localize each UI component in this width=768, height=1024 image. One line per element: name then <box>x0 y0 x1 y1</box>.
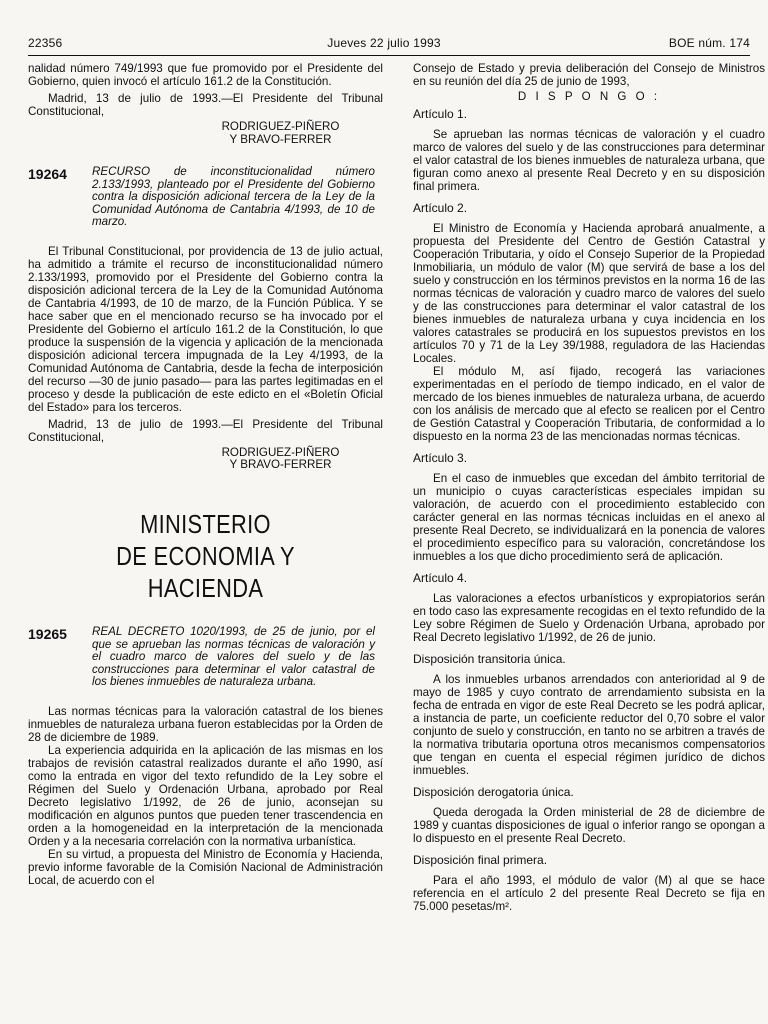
article-heading: Artículo 2. <box>413 201 468 215</box>
entry-19264 <box>28 166 383 229</box>
header-rule <box>28 55 750 56</box>
entry-number: 19265 <box>28 625 67 642</box>
body-paragraph: Las valoraciones a efectos urbanísticos y expropiatorios serán en todo caso las expresamente recogidas en el texto refundido de la Ley sobre Régimen de Suelo y Ordenación Urbana, aprobado por Real Decreto legislativo 1/1992, de 26 de junio. <box>413 592 765 644</box>
entry-title: REAL DECRETO 1020/1993, de 25 de junio, por el que se aprueban las normas técnicas de valoración y el cuadro marco de valores del suelo y de las construcciones para determinar el valor catastral de los bienes inmuebles de naturaleza urbana. <box>92 624 375 689</box>
ministry-heading-line: MINISTERIO <box>140 508 271 539</box>
section-heading: Disposición final primera. <box>413 853 548 867</box>
dateline: Madrid, 13 de julio de 1993.—El Presidente del Tribunal Constitucional, <box>28 92 383 118</box>
issue-date: Jueves 22 julio 1993 <box>327 36 441 50</box>
page-number: 22356 <box>28 36 63 50</box>
left-column <box>28 62 383 887</box>
article-heading: Artículo 1. <box>413 107 468 121</box>
section-heading: Disposición transitoria única. <box>413 652 566 666</box>
body-paragraph: El Tribunal Constitucional, por providencia de 13 de julio actual, ha admitido a trámite el recurso de inconstitucionalidad número 2.133/1993, promovido por el Presidente del Gobierno contra la disposición adicional tercera de la Ley de la Comunidad Autónoma de Cantabria 4/1993, de 10 de marzo, de la Función Pública. Y se hace saber que en el mencionado recurso se ha invocado por el Presidente del Gobierno el artículo 161.2 de la Constitución, lo que produce la suspensión de la vigencia y aplicación de la mencionada disposición adicional tercera impugnada de la Ley 4/1993, de la Comunidad Autónoma de Cantabria, desde la fecha de interposición del recurso —30 de junio pasado— para las partes legitimadas en el proceso y desde la publicación de este edicto en el «Boletín Oficial del Estado» para los terceros. <box>28 244 383 414</box>
section-heading: Disposición derogatoria única. <box>413 785 574 799</box>
ministry-heading-line: DE ECONOMIA Y HACIENDA <box>116 540 295 603</box>
entry-number: 19264 <box>28 166 67 182</box>
continued-paragraph: Consejo de Estado y previa deliberación del Consejo de Ministros en su reunión del día 25 de junio de 1993, <box>413 62 765 88</box>
continued-paragraph: nalidad número 749/1993 que fue promovido por el Presidente del Gobierno, quien invocó el artículo 161.2 de la Constitución. <box>28 62 383 88</box>
body-paragraph: A los inmuebles urbanos arrendados con anterioridad al 9 de mayo de 1985 y cuyo contrato de arrendamiento subsista en la fecha de entrada en vigor de este Real Decreto se les podrá aplicar, a instancia de parte, un coeficiente reductor del 0,70 sobre el valor conjunto de suelo y construcción, en tanto no se arbitren a través de la normativa tributaria oportuna otros mecanismos compensatorios que tengan en cuenta el especial régimen jurídico de dichos inmuebles. <box>413 673 765 777</box>
body-paragraph: Para el año 1993, el módulo de valor (M) al que se hace referencia en el artículo 2 del presente Real Decreto se fija en 75.000 pesetas/m². <box>413 874 765 913</box>
body-paragraph: El módulo M, así fijado, recogerá las variaciones experimentadas en el período de tiempo indicado, en el valor de mercado de los bienes inmuebles de naturaleza urbana, de acuerdo con los análisis de mercado que al efecto se realicen por el Centro de Gestión Catastral y Cooperación Tributaria, de conformidad a lo dispuesto en la norma 23 de las mencionadas normas técnicas. <box>413 365 765 443</box>
body-paragraph: El Ministro de Economía y Hacienda aprobará anualmente, a propuesta del Presidente del Centro de Gestión Catastral y Cooperación Tributaria, y oído el Consejo Superior de la Propiedad Inmobiliaria, un módulo de valor (M) que servirá de base a los del suelo y construcción en los términos previstos en la norma 16 de las normas técnicas de valoración y cuadro marco de valores del suelo y de las construcciones para determinar el valor catastral de los bienes inmuebles de naturaleza urbana y cuya incidencia en los valores catastrales se producirá en los supuestos previstos en los artículos 70 y 71 de la Ley 39/1988, reguladora de las Haciendas Locales. <box>413 222 765 365</box>
body-paragraph: La experiencia adquirida en la aplicación de las mismas en los trabajos de revisión catastral realizados durante el año 1990, así como la entrada en vigor del texto refundido de la Ley sobre el Régimen del Suelo y Ordenación Urbana, aprobado por Real Decreto legislativo 1/1992, de 26 de junio, aconsejan su modificación en algunos puntos que pueden tener trascendencia en orden a la homogeneidad en la interpretación de la mencionada Orden y a la necesaria correlación con la normativa urbanística. <box>28 743 383 848</box>
entry-title: RECURSO de inconstitucionalidad número 2.133/1993, planteado por el Presidente del Gobierno contra la disposición adicional tercera de la Ley de la Comunidad Autónoma de Cantabria 4/1993, de 10 de marzo. <box>92 165 375 229</box>
signature-line: RODRIGUEZ-PIÑERO <box>221 120 340 133</box>
body-paragraph: En su virtud, a propuesta del Ministro de Economía y Hacienda, previo informe favorable de la Comisión Nacional de Administración Local, de acuerdo con el <box>28 847 383 887</box>
right-column <box>413 62 765 913</box>
entry-19265 <box>28 626 383 689</box>
signature <box>28 121 383 146</box>
body-paragraph: Se aprueban las normas técnicas de valoración y el cuadro marco de valores del suelo y de las construcciones para determinar el valor catastral de los bienes inmuebles de naturaleza urbana, que figuran como anexo al presente Real Decreto y en su disposición final primera. <box>413 128 765 193</box>
signature <box>28 447 383 472</box>
body-paragraph: Las normas técnicas para la valoración catastral de los bienes inmuebles de naturaleza urbana fueron establecidas por la Orden de 28 de diciembre de 1989. <box>28 704 383 744</box>
body-paragraph: En el caso de inmuebles que excedan del ámbito territorial de un municipio o cuyas características especiales impidan su valoración, de acuerdo con el procedimiento establecido con carácter general en las normas técnicas incluidas en el anexo al presente Real Decreto, se individualizará en la ponencia de valores el procedimiento específico para su valoración, concretándose los inmuebles a los que dicho procedimiento será de aplicación. <box>413 472 765 563</box>
signature-line: Y BRAVO-FERRER <box>229 458 332 472</box>
dispongo-heading: D I S P O N G O : <box>517 90 661 103</box>
signature-line: Y BRAVO-FERRER <box>229 132 332 146</box>
article-heading: Artículo 4. <box>413 571 468 585</box>
ministry-heading <box>56 508 354 604</box>
signature-line: RODRIGUEZ-PIÑERO <box>221 445 340 459</box>
dateline: Madrid, 13 de julio de 1993.—El Presidente del Tribunal Constitucional, <box>28 417 383 444</box>
body-paragraph: Queda derogada la Orden ministerial de 28 de diciembre de 1989 y cuantas disposiciones de igual o inferior rango se opongan a lo dispuesto en el presente Real Decreto. <box>413 806 765 845</box>
article-heading: Artículo 3. <box>413 451 468 465</box>
issue-number: BOE núm. 174 <box>668 36 750 50</box>
